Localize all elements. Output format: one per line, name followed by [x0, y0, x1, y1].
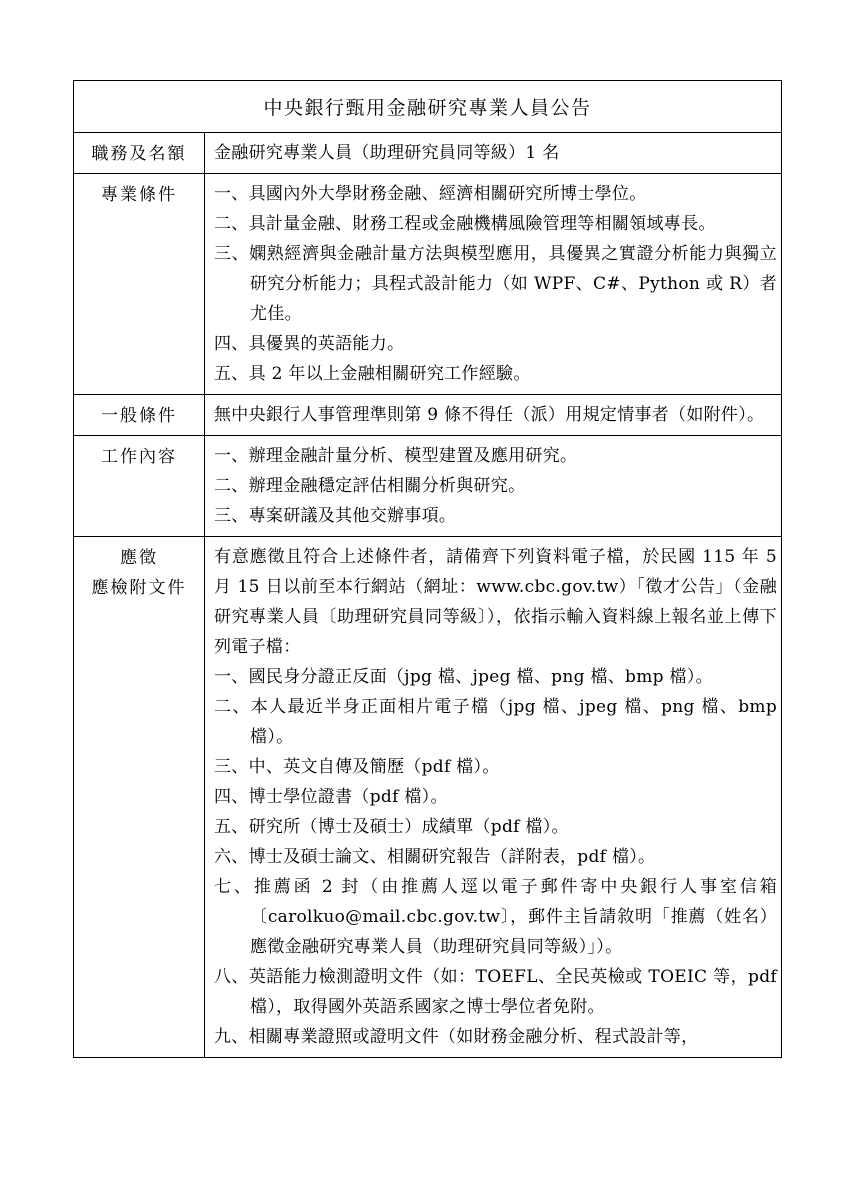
duties-content: [205, 436, 782, 537]
title-row: [74, 81, 782, 133]
qualification-item: 二、具計量金融、財務工程或金融機構風險管理等相關領域專長。: [214, 214, 716, 234]
application-label-line1: 應徵: [120, 548, 158, 568]
application-row: [74, 537, 782, 1058]
document-item: 六、博士及碩士論文、相關研究報告（詳附表，pdf 檔）。: [214, 847, 656, 867]
qualifications-row: [74, 174, 782, 395]
duties-label: 工作內容: [74, 436, 205, 537]
qualification-item: 五、具 2 年以上金融相關研究工作經驗。: [214, 364, 531, 384]
application-intro: 有意應徵且符合上述條件者，請備齊下列資料電子檔，於民國 115 年 5 月 15 日以前至本行網站（網址：www.cbc.gov.tw）「徵才公告」（金融研究專業人員〔助理研究員同等級〕），依指示輸入資料線上報名並上傳下列電子檔：: [214, 547, 778, 657]
document-item: 三、中、英文自傳及簡歷（pdf 檔）。: [214, 757, 500, 777]
position-row: [74, 133, 782, 174]
qualifications-label: 專業條件: [74, 174, 205, 395]
qualifications-content: [205, 174, 782, 395]
document-item: 二、本人最近半身正面相片電子檔（jpg 檔、jpeg 檔、png 檔、bmp 檔）。: [214, 697, 778, 747]
qualification-item: 一、具國內外大學財務金融、經濟相關研究所博士學位。: [214, 184, 647, 204]
general-label: 一般條件: [74, 395, 205, 436]
application-label-line2: 應檢附文件: [91, 578, 187, 598]
general-row: [74, 395, 782, 436]
document-item: 七、推薦函 2 封（由推薦人逕以電子郵件寄中央銀行人事室信箱〔carolkuo@mail.cbc.gov.tw〕，郵件主旨請敘明「推薦（姓名）應徵金融研究專業人員（助理研究員同等級）」）。: [214, 877, 778, 957]
qualification-item: 四、具優異的英語能力。: [214, 334, 405, 354]
duties-row: [74, 436, 782, 537]
duty-item: 二、辦理金融穩定評估相關分析與研究。: [214, 476, 526, 496]
document-item: 九、相關專業證照或證明文件（如財務金融分析、程式設計等，: [214, 1027, 699, 1047]
qualification-item: 三、嫻熟經濟與金融計量方法與模型應用，具優異之實證分析能力與獨立研究分析能力；具程式設計能力（如 WPF、C#、Python 或 R）者尤佳。: [214, 244, 778, 324]
general-text: 無中央銀行人事管理準則第 9 條不得任（派）用規定情事者（如附件）。: [214, 405, 765, 425]
announcement-title: 中央銀行甄用金融研究專業人員公告: [74, 81, 782, 133]
announcement-table: [73, 80, 782, 1058]
duty-item: 一、辦理金融計量分析、模型建置及應用研究。: [214, 446, 578, 466]
position-text: 金融研究專業人員（助理研究員同等級）1 名: [214, 143, 560, 163]
document-item: 一、國民身分證正反面（jpg 檔、jpeg 檔、png 檔、bmp 檔）。: [214, 667, 713, 687]
position-content: [205, 133, 782, 174]
duty-item: 三、專案研議及其他交辦事項。: [214, 506, 457, 526]
document-item: 五、研究所（博士及碩士）成績單（pdf 檔）。: [214, 817, 569, 837]
application-content: [205, 537, 782, 1058]
document-item: 四、博士學位證書（pdf 檔）。: [214, 787, 448, 807]
general-content: [205, 395, 782, 436]
application-label: [74, 537, 205, 1058]
position-label: 職務及名額: [74, 133, 205, 174]
document-item: 八、英語能力檢測證明文件（如：TOEFL、全民英檢或 TOEIC 等，pdf 檔），取得國外英語系國家之博士學位者免附。: [214, 967, 778, 1017]
